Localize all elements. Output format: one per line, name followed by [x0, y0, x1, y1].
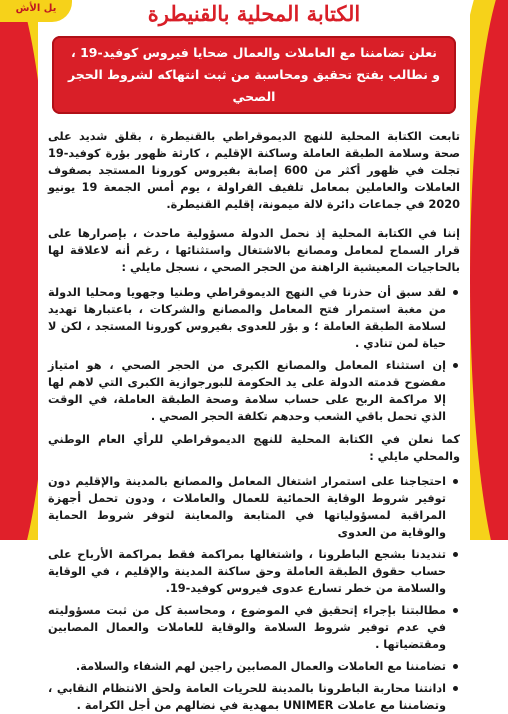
list-item: تنديدنا بشجع الباطرونا ، واشتغالها بمراكمة فقط بمراكمة الأرباح على حساب حقوق الطبقة العاملة وحق ساكنة المدينة والإقليم ، في الوقاية والسلامة من خطر تسارع عدوى فيروس كوفيد-19.: [48, 548, 446, 595]
page-title: الكتابة المحلية بالقنيطرة: [147, 1, 361, 26]
headline-banner: [52, 36, 456, 114]
list-item: إن استثناء المعامل والمصانع الكبرى من الحجر الصحي ، هو امتياز مفضوح قدمته الدولة على يد الحكومة للبورجوازية الكبرى التي لاهم لها إلا مراكمة الربح على حساب سلامة وصحة الطبقة العاملة، في الوقت الذي تحمل باقي الشعب وحدهم تكلفة الحجر الصحي .: [48, 359, 446, 423]
corner-logo-label: يل الأش: [0, 0, 72, 22]
banner-line-2: و نطالب بفتح تحقيق ومحاسبة من ثبت انتهاكه لشروط الحجر الصحي: [67, 67, 441, 104]
observations-list: [48, 284, 460, 425]
declarations-list: [48, 473, 460, 714]
list-item: لقد سبق أن حذرنا في النهج الديموقراطي وطنيا وجهويا ومحليا الدولة من مغبة استمرار فتح المعامل والمصانع والشركات ، باعتبارها تهديد لسلامة الطبقة العاملة ؛ و بؤر للعدوى بفيروس كورونا المستجد ، لكن لا حياة لمن تنادي .: [48, 286, 446, 350]
list-item: احتجاجنا على استمرار اشتغال المعامل والمصانع بالمدينة والإقليم دون توفير شروط الوقاية الحمائية للعمال والعاملات ، ودون تحمل أجهزة المراقبة لمسؤولياتها في المتابعة والمعاينة لتوفر شروط الحماية والوقاية من العدوى: [48, 475, 446, 539]
list-item: ادانتنا محاربة الباطرونا بالمدينة للحريات العامة ولحق الانتظام النقابي ، وتضامننا مع عاملات UNIMER بمهدية في نضالهم من أجل الكرامة .: [48, 682, 446, 712]
statement-sheet: [38, 0, 470, 712]
list-item: تضامننا مع العاملات والعمال المصابين راجين لهم الشفاء والسلامة.: [48, 658, 446, 675]
declaration-paragraph: كما نعلن في الكتابة المحلية للنهج الديموقراطي للرأي العام الوطني والمحلي مايلي :: [48, 433, 460, 463]
list-item: مطالبتنا بإجراء إتحقيق في الموضوع ، ومحاسبة كل من ثبت مسؤوليته في عدم توفير شروط السلامة والوقاية للعاملات والعمال المصابين ومقتضياتها .: [48, 604, 446, 651]
responsibility-paragraph: إننا في الكتابة المحلية إذ نحمل الدولة مسؤولية ماحدث ، بإصرارها على قرار السماح لمعامل ومصانع بالاشتغال واستثنائها ، رغم أنه لاعلاقة لها بالحاجيات المعيشية الراهنة من الحجر الصحي ، نسجل مايلي :: [48, 227, 460, 274]
banner-line-1: نعلن تضامننا مع العاملات والعمال ضحايا فيروس كوفيد-19 ،: [71, 45, 437, 60]
intro-paragraph: تابعت الكتابة المحلية للنهج الديموقراطي بالقنيطرة ، بقلق شديد على صحة وسلامة الطبقة العاملة وساكنة الإقليم ، كارثة ظهور بؤرة كوفيد-19 تجلت في ظهور أكثر من 600 إصابة بفيروس كورونا المستجد بصفوف العاملات والعاملين بمعامل تلفيف الفراولة ، يوم أمس الجمعة 19 يونيو 2020 في جماعات دائرة لالة ميمونة، إقليم القنيطرة.: [48, 130, 460, 211]
